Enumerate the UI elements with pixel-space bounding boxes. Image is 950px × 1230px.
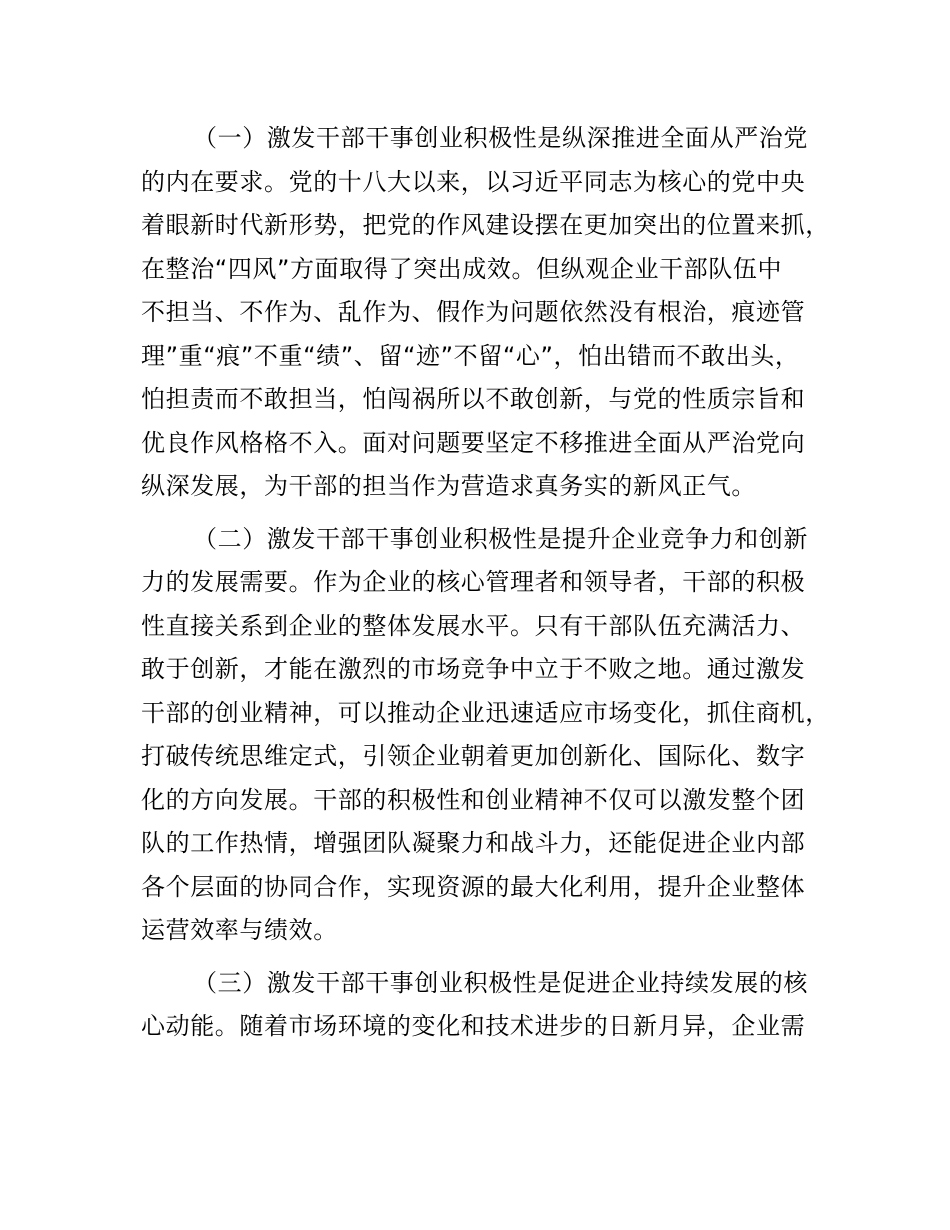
paragraph-1-line-5: 不担当、不作为、乱作为、假作为问题依然没有根治，痕迹管 <box>141 298 806 326</box>
paragraph-1-line-3: 着眼新时代新形势，把党的作风建设摆在更加突出的位置来抓， <box>141 211 830 239</box>
paragraph-2 <box>141 518 841 953</box>
paragraph-2-line-2: 力的发展需要。作为企业的核心管理者和领导者，干部的积极 <box>141 568 806 596</box>
paragraph-3-line-2: 心动能。随着市场环境的变化和技术进步的日新月异，企业需 <box>141 1012 806 1040</box>
paragraph-1-line-8: 优良作风格格不入。面对问题要坚定不移推进全面从严治党向 <box>141 428 806 457</box>
paragraph-2-line-1: （二）激发干部干事创业积极性是提升企业竞争力和创新 <box>193 524 808 553</box>
paragraph-2-line-3: 性直接关系到企业的整体发展水平。只有干部队伍充满活力、 <box>141 611 806 640</box>
document-body <box>141 117 841 1058</box>
paragraph-1-line-7: 怕担责而不敢担当，怕闯祸所以不敢创新，与党的性质宗旨和 <box>141 385 806 413</box>
paragraph-1-line-4: 在整治“四风”方面取得了突出成效。但纵观企业干部队伍中 <box>141 254 783 283</box>
paragraph-2-line-8: 队的工作热情，增强团队凝聚力和战斗力，还能促进企业内部 <box>141 829 806 857</box>
paragraph-2-line-7: 化的方向发展。干部的积极性和创业精神不仅可以激发整个团 <box>141 785 806 814</box>
paragraph-2-line-4: 敢于创新，才能在激烈的市场竞争中立于不败之地。通过激发 <box>141 655 806 683</box>
paragraph-1 <box>141 117 841 509</box>
paragraph-3-line-1: （三）激发干部干事创业积极性是促进企业持续发展的核 <box>193 968 808 997</box>
paragraph-2-line-10: 运营效率与绩效。 <box>141 916 338 944</box>
paragraph-1-line-2: 的内在要求。党的十八大以来，以习近平同志为核心的党中央 <box>141 167 806 196</box>
paragraph-1-line-9: 纵深发展，为干部的担当作为营造求真务实的新风正气。 <box>141 472 756 500</box>
paragraph-1-line-6: 理”重“痕”不重“绩”、留“迹”不留“心”，怕出错而不敢出头， <box>141 341 800 370</box>
paragraph-1-line-1: （一）激发干部干事创业积极性是纵深推进全面从严治党 <box>193 124 808 152</box>
paragraph-2-line-9: 各个层面的协同合作，实现资源的最大化利用，提升企业整体 <box>141 872 806 901</box>
paragraph-3 <box>141 962 841 1049</box>
paragraph-2-line-6: 打破传统思维定式，引领企业朝着更加创新化、国际化、数字 <box>141 742 806 770</box>
paragraph-2-line-5: 干部的创业精神，可以推动企业迅速适应市场变化，抓住商机， <box>141 698 830 727</box>
